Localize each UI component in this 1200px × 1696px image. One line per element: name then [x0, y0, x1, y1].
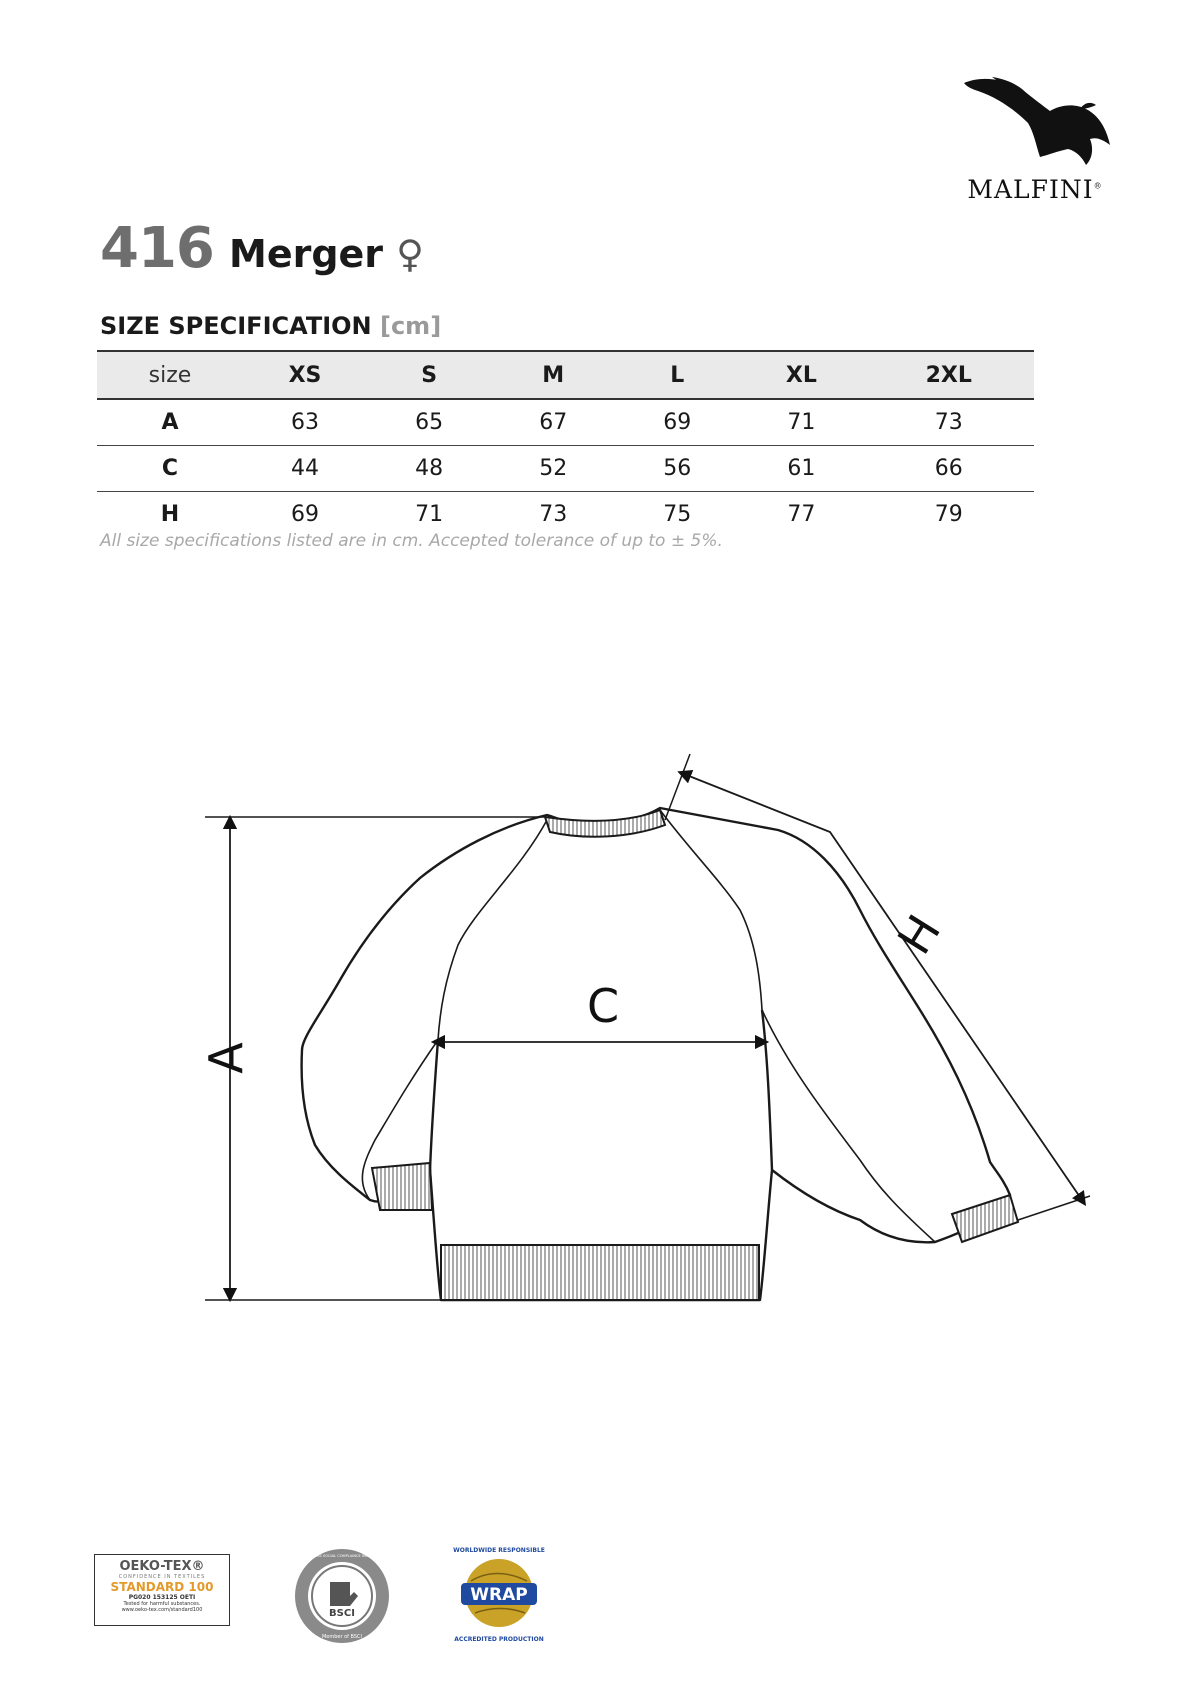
table-cell: 69: [291, 502, 319, 527]
header-xl: XL: [785, 362, 817, 388]
table-cell: 63: [243, 399, 367, 446]
size-table: [97, 350, 1034, 537]
header-xs: XS: [288, 362, 322, 388]
bsci-badge: [292, 1546, 392, 1646]
header-size: size: [148, 362, 192, 388]
header-l: L: [670, 362, 685, 388]
row-label: A: [97, 399, 243, 446]
product-title: [100, 216, 424, 281]
hem-rib: [441, 1245, 759, 1300]
table-cell: 65: [367, 399, 491, 446]
eagle-icon: [962, 75, 1112, 167]
product-name: Merger: [229, 232, 384, 276]
table-cell: 75: [663, 502, 692, 527]
row-label: H: [160, 502, 180, 527]
svg-text:ACCREDITED PRODUCTION: ACCREDITED PRODUCTION: [454, 1636, 544, 1643]
table-cell: 71: [739, 399, 863, 446]
svg-text:WORLDWIDE RESPONSIBLE: WORLDWIDE RESPONSIBLE: [453, 1547, 545, 1554]
table-header-row: [97, 351, 1034, 399]
table-cell: 66: [863, 446, 1034, 492]
table-cell: 56: [615, 446, 739, 492]
svg-text:BUSINESS SOCIAL COMPLIANCE INI: BUSINESS SOCIAL COMPLIANCE INITIATIVE: [303, 1554, 381, 1558]
header-m: M: [542, 362, 565, 388]
table-cell: 73: [539, 502, 568, 527]
table-cell: 67: [491, 399, 615, 446]
table-cell: 52: [491, 446, 615, 492]
svg-text:WRAP: WRAP: [470, 1585, 528, 1605]
table-cell: 77: [787, 502, 816, 527]
row-label: C: [97, 446, 243, 492]
header-2xl: 2XL: [925, 362, 972, 388]
table-row: [97, 446, 1034, 492]
svg-text:BSCI: BSCI: [329, 1608, 355, 1619]
table-cell: 44: [243, 446, 367, 492]
malfini-logo: [950, 75, 1120, 205]
table-cell: 69: [615, 399, 739, 446]
table-cell: 71: [415, 502, 444, 527]
header-s: S: [421, 362, 438, 388]
female-symbol-icon: ♀: [396, 232, 424, 276]
product-number: 416: [100, 216, 214, 281]
table-cell: 61: [739, 446, 863, 492]
unit-label: [cm]: [379, 312, 442, 340]
label-a: A: [199, 1042, 253, 1074]
oeko-tex-badge: OEKO-TEX® CONFIDENCE IN TEXTILES STANDARD 100 PG020 153125 OETI Tested for harmful substances. www.oeko-tex.com/standard100: [94, 1554, 230, 1626]
tolerance-note: All size specifications listed are in cm. Accepted tolerance of up to ± 5%.: [100, 531, 723, 551]
table-cell: 48: [367, 446, 491, 492]
label-h: H: [887, 905, 952, 964]
svg-text:Member of BSCI: Member of BSCI: [321, 1634, 363, 1640]
size-spec-heading: SIZE SPECIFICATION [cm]: [100, 312, 442, 340]
garment-diagram: [0, 740, 1200, 1440]
left-cuff: [372, 1163, 432, 1210]
brand-name: MALFINI®: [967, 175, 1103, 204]
sweatshirt-outline: [302, 808, 1010, 1300]
table-cell: 73: [863, 399, 1034, 446]
label-c: C: [586, 979, 620, 1033]
table-row: [97, 399, 1034, 446]
wrap-badge: [447, 1541, 551, 1645]
table-cell: 79: [934, 502, 963, 527]
